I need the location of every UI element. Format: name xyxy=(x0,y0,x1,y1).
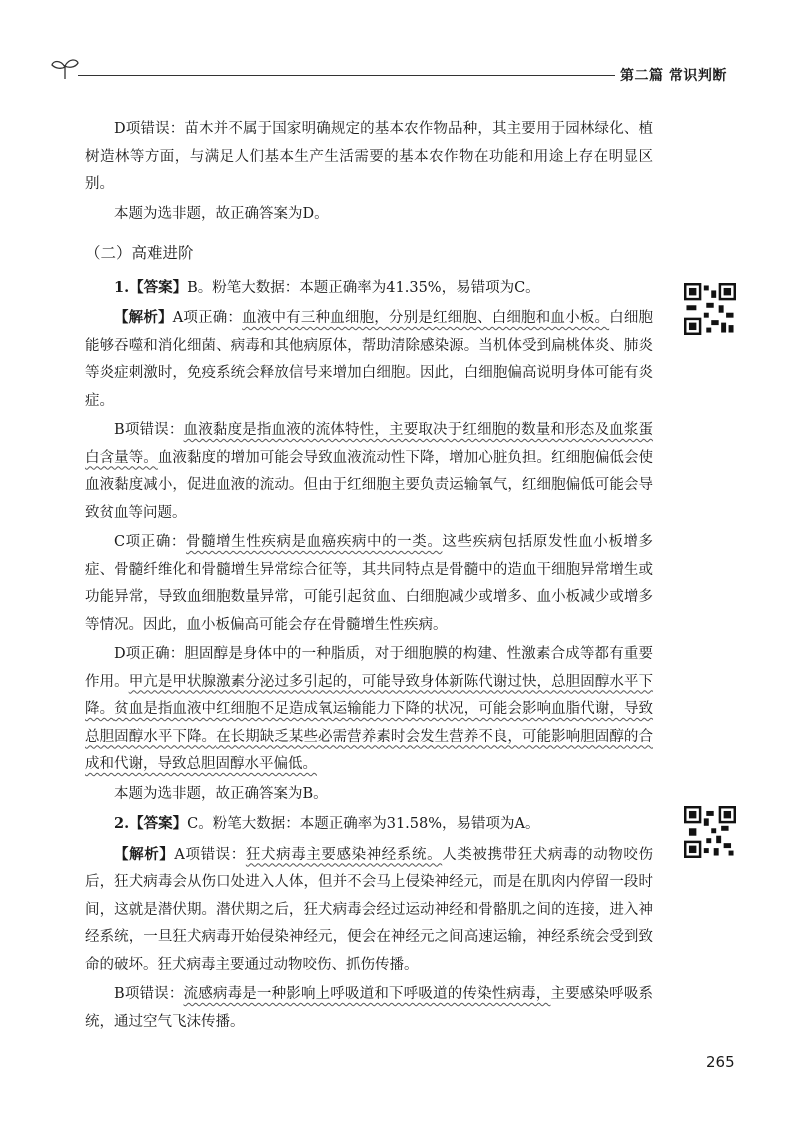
paragraph: 本题为选非题，故正确答案为D。 xyxy=(114,205,329,222)
paragraph: D项错误：苗木并不属于国家明确规定的基本农作物品种，其主要用于园林绿化、植树造林等方面，与满足人们基本生产生活需要的基本农作物在功能和用途上存在明显区别。 xyxy=(85,121,653,192)
explanation-paragraph: C项正确：骨髓增生性疾病是血癌疾病中的一类。这些疾病包括原发性血小板增多症、骨髓纤维化和骨髓增生异常综合征等，其共同特点是骨髓中的造血干细胞异常增生或功能异常，导致血细胞数量异常，可能引起贫血、白细胞减少或增多、血小板减少或增多等情况。因此，血小板偏高可能会存在骨髓增生性疾病。 xyxy=(85,534,653,633)
explanation-paragraph: B项错误：血液黏度是指血液的流体特性，主要取决于红细胞的数量和形态及血浆蛋白含量等。血液黏度的增加可能会导致血液流动性下降，增加心脏负担。红细胞偏低会使血液黏度减小，促进血液的流动。但由于红细胞主要负责运输氧气，红细胞偏低可能会导致贫血等问题。 xyxy=(85,422,654,521)
explanation-paragraph: D项正确：胆固醇是身体中的一种脂质，对于细胞膜的构建、性激素合成等都有重要作用。甲亢是甲状腺激素分泌过多引起的，可能导致身体新陈代谢过快，总胆固醇水平下降。贫血是指血液中红细胞不足造成氧运输能力下降的状况，可能会影响血脂代谢，导致总胆固醇水平下降。在长期缺乏某些必需营养素时会发生营养不良，可能影响胆固醇的合成和代谢，导致总胆固醇水平偏低。 xyxy=(85,646,654,772)
answer-line: 2.【答案】C。粉笔大数据：本题正确率为31.58%，易错项为A。 xyxy=(114,815,540,832)
qr-code-icon xyxy=(684,283,736,335)
qr-code-icon xyxy=(684,806,736,858)
explanation-paragraph: B项错误：流感病毒是一种影响上呼吸道和下呼吸道的传染性病毒，主要感染呼吸系统，通过空气飞沫传播。 xyxy=(85,986,654,1030)
paragraph: 本题为选非题，故正确答案为B。 xyxy=(114,785,328,802)
header-rule xyxy=(78,75,615,76)
page-content xyxy=(85,116,653,1038)
section-label: 第二篇 常识判断 xyxy=(620,68,727,84)
answer-line: 1.【答案】B。粉笔大数据：本题正确率为41.35%，易错项为C。 xyxy=(114,278,540,296)
section-heading: （二）高难进阶 xyxy=(85,244,194,262)
page-number: 265 xyxy=(706,1053,735,1071)
explanation-paragraph: 【解析】A项正确：血液中有三种血细胞，分别是红细胞、白细胞和血小板。白细胞能够吞噬和消化细菌、病毒和其他病原体，帮助清除感染源。当机体受到扁桃体炎、肺炎等炎症刺激时，免疫系统会释放信号来增加白细胞。因此，白细胞偏高说明身体可能有炎症。 xyxy=(85,309,654,409)
explanation-paragraph: 【解析】A项错误：狂犬病毒主要感染神经系统。人类被携带狂犬病毒的动物咬伤后，狂犬病毒会从伤口处进入人体，但并不会马上侵染神经元，而是在肌肉内停留一段时间，这就是潜伏期。潜伏期之后，狂犬病毒会经过运动神经和骨骼肌之间的连接，进入神经系统，一旦狂犬病毒开始侵染神经元，便会在神经元之间高速运输，神经系统会受到致命的破坏。狂犬病毒主要通过动物咬伤、抓伤传播。 xyxy=(85,845,654,973)
leaf-sprout-icon xyxy=(50,55,80,81)
